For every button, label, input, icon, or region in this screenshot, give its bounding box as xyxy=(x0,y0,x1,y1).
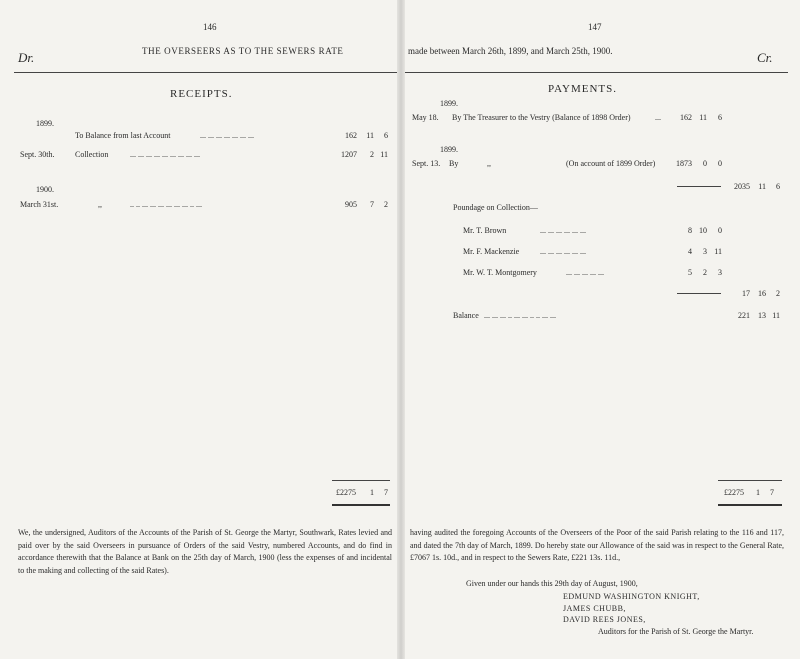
auditors-line: Auditors for the Parish of St. George the Martyr. xyxy=(598,627,754,636)
certificate-right-text: having audited the foregoing Accounts of the Overseers of the Poor of the said Parish relating to the 116 and 117, and dated the 7th day of March, 1899. Do hereby state our Allowance of the said was in respect to the General Rate, £7067 1s. 10d., and in respect to the Sewers Rate, £221 13s. 11d., xyxy=(410,528,784,562)
right-page-number: 147 xyxy=(588,22,602,32)
certificate-left-text: We, the undersigned, Auditors of the Accounts of the Parish of St. George the Martyr, Southwark, Rates levied and paid over by the said Overseers in pursuance of Orders of the said Vestry, numbered Accounts, and do find in accordance therewith that the Balance at Bank on the 25th day of March, 1900 (less the expenses of and incidental to the making and collecting of the said Rates). xyxy=(18,528,392,575)
payments-total-rule xyxy=(718,480,782,481)
receipts-heading: RECEIPTS. xyxy=(170,88,233,100)
receipts-total-rule xyxy=(332,480,390,481)
title-left: THE OVERSEERS AS TO THE SEWERS RATE xyxy=(142,46,344,56)
payments-year-1899b: 1899. xyxy=(440,145,458,154)
signatory-1: EDMUND WASHINGTON KNIGHT, xyxy=(563,592,700,601)
payments-total-double-rule xyxy=(718,504,782,506)
title-right: made between March 26th, 1899, and March 25th, 1900. xyxy=(408,46,613,56)
payments-heading: PAYMENTS. xyxy=(548,83,618,95)
dr-label: Dr. xyxy=(18,50,35,65)
cr-label: Cr. xyxy=(757,50,773,65)
receipts-year-1900: 1900. xyxy=(36,185,54,194)
signatory-3: DAVID REES JONES, xyxy=(563,615,646,624)
payments-year-1899a: 1899. xyxy=(440,99,458,108)
left-page-number: 146 xyxy=(203,22,217,32)
header-rule-right xyxy=(405,72,788,73)
signatory-2: JAMES CHUBB, xyxy=(563,604,626,613)
poundage-heading: Poundage on Collection— xyxy=(453,203,538,212)
subtotal2-rule xyxy=(677,293,721,294)
receipts-total-double-rule xyxy=(332,504,390,506)
given-line: Given under our hands this 29th day of August, 1900, xyxy=(466,579,638,588)
header-rule-left xyxy=(14,72,397,73)
receipts-year-1899: 1899. xyxy=(36,119,54,128)
subtotal1-rule xyxy=(677,186,721,187)
book-spine xyxy=(397,0,405,659)
